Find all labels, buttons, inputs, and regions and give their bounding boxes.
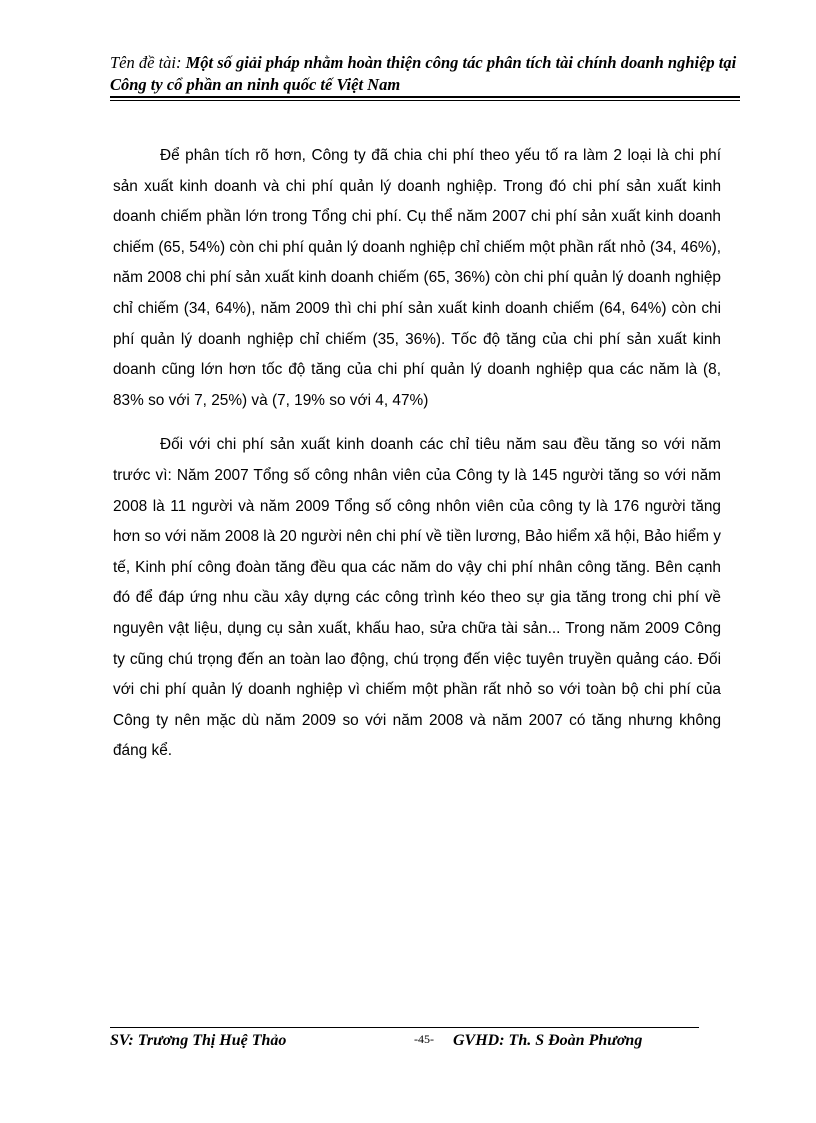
paragraph: Đối với chi phí sản xuất kinh doanh các chỉ tiêu năm sau đều tăng so với năm trước vì: Năm 2007 Tổng số công nhân viên của Công ty là 145 người tăng so với năm 2008 là 11 người và năm 2009 Tổng số công nhôn viên của công ty là 176 người tăng hơn so với năm 2008 là 20 người nên chi phí về tiền lương, Bảo hiểm xã hội, Bảo hiểm y tế, Kinh phí công đoàn tăng đều qua các năm do vậy chi phí nhân công tăng. Bên cạnh đó để đáp ứng nhu cầu xây dựng các công trình kéo theo sự gia tăng trong chi phí về nguyên vật liệu, dụng cụ sản xuất, khấu hao, sửa chữa tài sản... Trong năm 2009 Công ty cũng chú trọng đến an toàn lao động, chú trọng đến việc tuyên truyền quảng cáo. Đối với chi phí quản lý doanh nghiệp vì chiếm một phần rất nhỏ so với toàn bộ chi phí của Công ty nên mặc dù năm 2009 so với năm 2008 và năm 2007 có tăng nhưng không đáng kể. <box>113 436 721 760</box>
header-divider <box>110 96 740 101</box>
student-name: SV: Trương Thị Huệ Thảo <box>110 1032 287 1049</box>
header-label: Tên đề tài: <box>110 53 182 72</box>
body-text <box>113 141 721 781</box>
document-title: Một số giải pháp nhằm hoàn thiện công tác phân tích tài chính doanh nghiệp tại Công ty cổ phần an ninh quốc tế Việt Nam <box>110 53 737 94</box>
page-number: -45- <box>414 1032 434 1046</box>
page-header <box>110 52 740 96</box>
paragraph: Để phân tích rõ hơn, Công ty đã chia chi phí theo yếu tố ra làm 2 loại là chi phí sản xuất kinh doanh và chi phí quản lý doanh nghiệp. Trong đó chi phí sản xuất kinh doanh chiếm phần lớn trong Tổng chi phí. Cụ thể năm 2007 chi phí sản xuất kinh doanh chiếm (65, 54%) còn chi phí quản lý doanh nghiệp chỉ chiếm một phần rất nhỏ (34, 46%), năm 2008 chi phí sản xuất kinh doanh chiếm (65, 36%) còn chi phí quản lý doanh nghiệp chỉ chiếm (34, 64%), năm 2009 thì chi phí sản xuất kinh doanh chiếm (64, 64%) còn chi phí quản lý doanh nghiệp chỉ chiếm (35, 36%). Tốc độ tăng của chi phí sản xuất kinh doanh cũng lớn hơn tốc độ tăng của chi phí quản lý doanh nghiệp qua các năm là (8, 83% so với 7, 25%) và (7, 19% so với 4, 47%) <box>113 147 721 409</box>
advisor-name: GVHD: Th. S Đoàn Phương <box>453 1032 643 1049</box>
footer-divider <box>110 1027 699 1028</box>
